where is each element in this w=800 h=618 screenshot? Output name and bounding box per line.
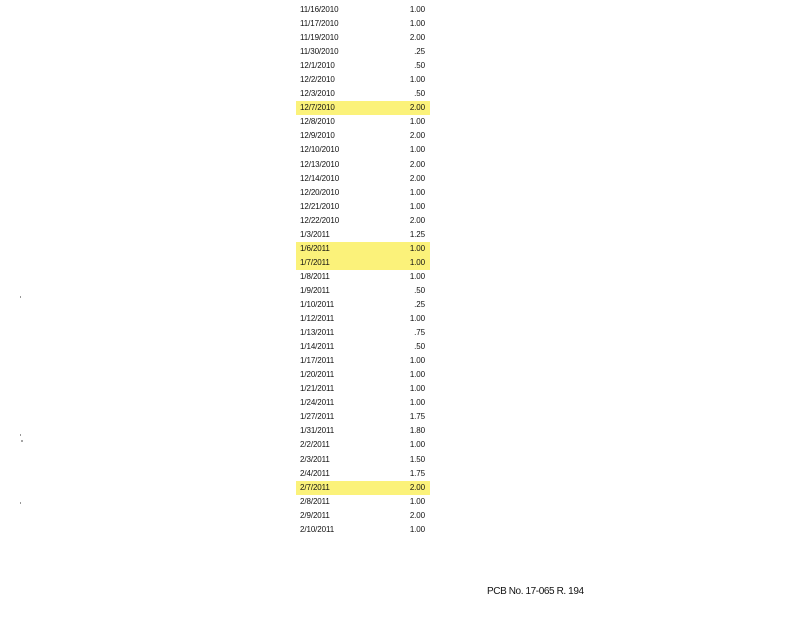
entry-row: [296, 214, 430, 228]
entry-hours: 2.00: [409, 131, 425, 141]
entry-date: 12/21/2010: [300, 201, 340, 211]
entry-hours: 2.00: [409, 159, 425, 169]
scan-speck: [21, 440, 23, 442]
entry-date: 12/3/2010: [300, 89, 335, 99]
entry-date: 1/3/2011: [300, 229, 330, 239]
entry-hours: 2.00: [409, 173, 425, 183]
entry-date: 11/16/2010: [300, 5, 339, 14]
entry-row: [296, 438, 430, 452]
entry-date: 1/24/2011: [300, 398, 335, 408]
entry-hours: 1.00: [409, 398, 425, 408]
entry-hours: .25: [414, 299, 425, 309]
entry-row: [296, 410, 430, 424]
entry-date: 12/10/2010: [300, 145, 340, 155]
entry-date: 12/9/2010: [300, 131, 335, 141]
entry-date: 1/20/2011: [300, 370, 335, 380]
entry-row: [296, 495, 430, 509]
entry-hours: 1.00: [409, 201, 425, 211]
entry-row: [296, 87, 430, 101]
entry-hours: 1.75: [409, 468, 425, 478]
entry-hours: 1.00: [409, 117, 425, 127]
scan-speck: [20, 502, 21, 504]
entry-date: 2/9/2011: [300, 510, 330, 520]
entry-date: 1/6/2011: [300, 243, 330, 253]
entry-row: [296, 467, 430, 481]
entry-hours: 1.00: [409, 524, 425, 534]
entry-date: 12/14/2010: [300, 173, 340, 183]
entry-hours: 1.00: [409, 243, 425, 253]
entry-hours: 2.00: [409, 103, 425, 113]
entry-hours: 1.00: [409, 19, 425, 29]
entry-row: [296, 509, 430, 523]
entry-date: 11/19/2010: [300, 33, 339, 43]
entry-date: 1/31/2011: [300, 426, 335, 436]
entry-row: [296, 382, 430, 396]
entry-date: 1/9/2011: [300, 285, 330, 295]
highlighted-entry-row: [296, 101, 430, 115]
entry-row: [296, 523, 430, 537]
entry-hours: 1.00: [409, 5, 425, 14]
entry-row: [296, 284, 430, 298]
entry-hours: 1.00: [409, 75, 425, 85]
entry-hours: .25: [414, 47, 425, 57]
entry-row: [296, 17, 430, 31]
entry-hours: .50: [414, 342, 425, 352]
entry-hours: 1.50: [409, 454, 425, 464]
entry-date: 2/7/2011: [300, 482, 330, 492]
entry-hours: 1.25: [409, 229, 425, 239]
entry-row: [296, 228, 430, 242]
entry-hours: 1.00: [409, 187, 425, 197]
entry-row: [296, 396, 430, 410]
entry-row: [296, 368, 430, 382]
entry-date: 12/1/2010: [300, 61, 335, 71]
entry-hours: .50: [414, 285, 425, 295]
entry-date: 1/21/2011: [300, 384, 335, 394]
entry-date: 12/7/2010: [300, 103, 335, 113]
entry-row: [296, 129, 430, 143]
entry-date: 12/20/2010: [300, 187, 340, 197]
highlighted-entry-row: [296, 242, 430, 256]
entry-hours: 1.00: [409, 384, 425, 394]
entry-date: 2/8/2011: [300, 496, 330, 506]
entry-date: 1/13/2011: [300, 328, 335, 338]
entry-date: 2/3/2011: [300, 454, 330, 464]
entry-date: 2/10/2011: [300, 524, 335, 534]
entry-row: [296, 298, 430, 312]
entry-date: 1/7/2011: [300, 257, 330, 267]
entry-date: 1/10/2011: [300, 299, 335, 309]
entry-row: [296, 59, 430, 73]
entry-hours: 1.00: [409, 145, 425, 155]
scan-speck: [20, 296, 21, 298]
entry-hours: 2.00: [409, 215, 425, 225]
entry-hours: 1.75: [409, 412, 425, 422]
entry-row: [296, 186, 430, 200]
entry-date: 2/2/2011: [300, 440, 330, 450]
entry-date: 12/8/2010: [300, 117, 335, 127]
entry-date: 1/12/2011: [300, 314, 335, 324]
entry-hours: .50: [414, 89, 425, 99]
entry-date: 1/17/2011: [300, 356, 335, 366]
entry-hours: 1.00: [409, 440, 425, 450]
entry-hours: 2.00: [409, 510, 425, 520]
entry-hours: 1.00: [409, 257, 425, 267]
highlighted-entry-row: [296, 256, 430, 270]
highlighted-entry-row: [296, 481, 430, 495]
entry-row: [296, 172, 430, 186]
entry-hours: 1.00: [409, 314, 425, 324]
entry-date: 1/8/2011: [300, 271, 330, 281]
entry-hours: 1.00: [409, 271, 425, 281]
time-entry-list: [296, 3, 430, 537]
scan-speck: [20, 434, 21, 436]
entry-row: [296, 45, 430, 59]
entry-date: 11/17/2010: [300, 19, 339, 29]
entry-row: [296, 73, 430, 87]
entry-date: 11/30/2010: [300, 47, 339, 57]
entry-hours: 1.00: [409, 370, 425, 380]
entry-row: [296, 354, 430, 368]
entry-date: 12/2/2010: [300, 75, 335, 85]
entry-date: 12/13/2010: [300, 159, 340, 169]
entry-hours: .50: [414, 61, 425, 71]
entry-hours: 1.00: [409, 496, 425, 506]
entry-date: 2/4/2011: [300, 468, 330, 478]
entry-row: [296, 270, 430, 284]
entry-hours: .75: [414, 328, 425, 338]
entry-row: [296, 453, 430, 467]
entry-row: [296, 326, 430, 340]
entry-hours: 2.00: [409, 33, 425, 43]
entry-row: [296, 31, 430, 45]
entry-row: [296, 115, 430, 129]
entry-date: 1/14/2011: [300, 342, 335, 352]
entry-date: 1/27/2011: [300, 412, 335, 422]
entry-row: [296, 200, 430, 214]
entry-row: [296, 312, 430, 326]
entry-date: 12/22/2010: [300, 215, 340, 225]
entry-hours: 1.80: [409, 426, 425, 436]
entry-hours: 2.00: [409, 482, 425, 492]
page-reference: PCB No. 17-065 R. 194: [487, 586, 584, 597]
entry-hours: 1.00: [409, 356, 425, 366]
entry-row: [296, 3, 430, 17]
entry-row: [296, 143, 430, 157]
entry-row: [296, 158, 430, 172]
entry-row: [296, 424, 430, 438]
entry-row: [296, 340, 430, 354]
